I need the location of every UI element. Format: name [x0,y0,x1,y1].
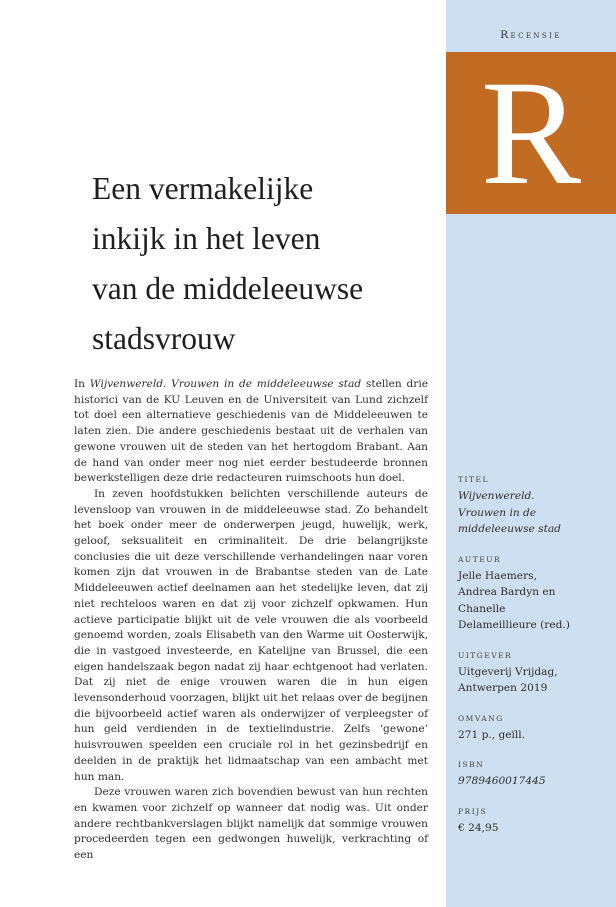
title-line: van de middeleeuwse [92,271,364,306]
meta-label: AUTEUR [458,554,502,564]
book-meta [458,474,608,852]
section-label: Recensie [500,29,562,41]
meta-label: ISBN [458,760,485,769]
meta-isbn [458,759,608,790]
meta-label: UITGEVER [458,650,513,660]
meta-value: middeleeuwse stad [458,523,561,535]
meta-value: Jelle Haemers, [458,569,537,582]
article-title [92,164,432,364]
paragraph-2: In zeven hoofdstukken belichten verschillende auteurs de levensloop van vrouwen in de middeleeuwse stad. Zo behandelt het boek onder meer de onderwerpen jeugd, huwelijk, werk, geloof, seksualiteit en criminaliteit. De drie belangrijkste conclusies die uit deze verschillende verhandelingen naar voren komen zijn dat vrouwen in de Brabantse steden van de Late Middeleeuwen actief deelnamen aan het stedelijke leven, dat zij niet rechteloos waren en dat zij voor zichzelf opkwamen. Hun actieve participatie blijkt uit de vele vrouwen die als voorbeeld genoemd worden, zoals Elisabeth van den Warme uit Oosterwijk, die in vastgoed investeerde, en Katelijne van Brussel, die een eigen handelszaak begon nadat zij haar echtgenoot had verlaten. Dat zij niet de enige vrouwen waren die in hun eigen levensonderhoud voorzagen, blijkt uit het relaas over de begijnen die bijvoorbeeld actief waren als onderwijzer of verpleegster of hun geld verdienden in de textielindustrie. Zelfs ‘gewone’ huisvrouwen speelden een cruciale rol in het gezinsbedrijf en deelden in de praktijk het lidmaatschap van een ambacht met hun man. [74,487,428,783]
meta-omvang [458,713,608,744]
meta-titel [458,474,608,538]
initial-block [446,52,616,214]
p1-intro: In [74,378,90,390]
paragraph-3: Deze vrouwen waren zich bovendien bewust van hun rechten en kwamen voor zichzelf op wanneer dat nodig was. Uit onder andere rechtbankverslagen blijkt namelijk dat sommige vrouwen procedeerden tegen een gedwongen huwelijk, verkrachting of een [74,786,428,862]
meta-value: Chanelle [458,602,506,615]
meta-value: 9789460017445 [458,775,546,787]
paragraph-1 [74,377,428,487]
meta-prijs [458,806,608,837]
article-body [74,377,428,864]
title-line: Een vermakelijke [92,171,314,206]
meta-value: Wijvenwereld. [458,490,535,502]
meta-label: OMVANG [458,713,504,723]
meta-label: PRIJS [458,806,488,816]
title-line: stadsvrouw [92,321,236,356]
meta-value: Antwerpen 2019 [458,682,548,694]
meta-value: € 24,95 [458,821,499,834]
title-line: inkijk in het leven [92,221,321,256]
meta-uitgever [458,650,608,697]
meta-value: Uitgeverij Vrijdag, [458,665,558,678]
initial-letter: R [480,50,582,216]
meta-label: TITEL [458,475,489,484]
book-title-inline: Wijvenwereld. Vrouwen in de middeleeuwse stad [89,378,362,390]
meta-value: Andrea Bardyn en [458,586,556,598]
meta-value: 271 p., geïll. [458,728,526,741]
meta-value: Delameillieure (red.) [458,619,570,631]
meta-auteur [458,554,608,634]
p1-rest: stellen drie historici van de KU Leuven en de Universiteit van Lund zichzelf tot doel een alternatieve geschiedenis van de Middeleeuwen te laten zien. Die andere geschiedenis bestaat uit de verhalen van gewone vrouwen uit de steden van het hertogdom Brabant. Aan de hand van onder meer nog niet eerder bestudeerde bronnen bewerkstelligen deze drie redacteuren ruimschoots hun doel. [74,378,428,485]
meta-value: Vrouwen in de [458,506,537,519]
